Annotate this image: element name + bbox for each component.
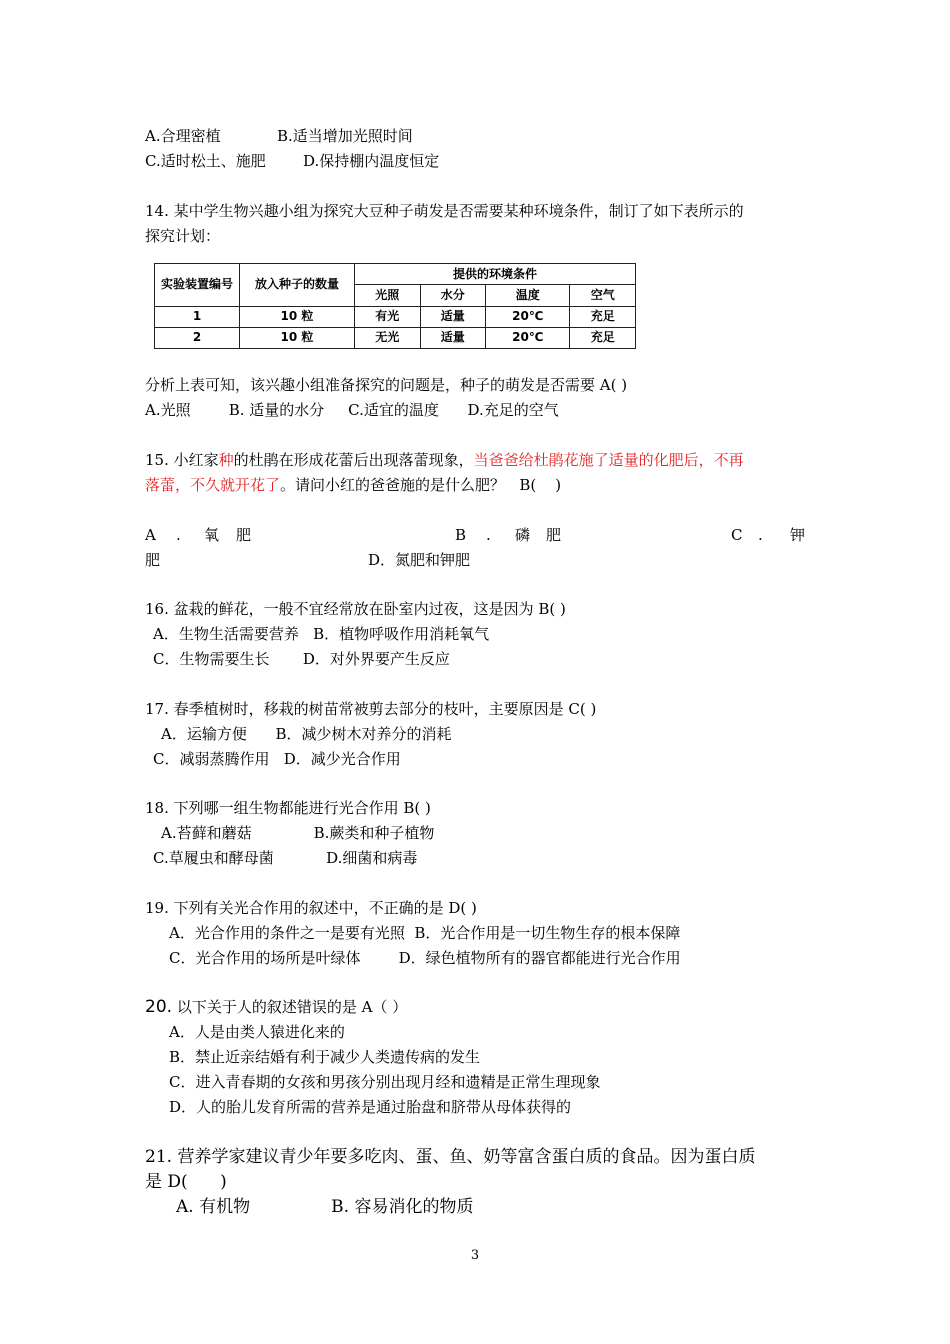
table-header-water: 水分 <box>420 285 486 306</box>
q15-stem-line-2 <box>145 475 561 495</box>
q15-option-b-dot: . <box>486 526 491 544</box>
q15-option-d: D．氮肥和钾肥 <box>368 551 471 569</box>
page-number: 3 <box>470 1248 480 1263</box>
q20-number: 20. <box>145 997 173 1017</box>
q19-options-line-1: A．光合作用的条件之一是要有光照 B．光合作用是一切生物生存的根本保障 <box>169 924 681 942</box>
table-cell-count: 10 粒 <box>240 306 355 327</box>
table-header-id: 实验装置编号 <box>155 264 240 307</box>
q20-option-c: C．进入青春期的女孩和男孩分别出现月经和遗精是正常生理现象 <box>169 1073 601 1091</box>
table-header-air: 空气 <box>570 285 636 306</box>
q15-option-a-dot: . <box>176 526 181 544</box>
table-cell-light: 无光 <box>355 327 421 348</box>
q20-stem: 以下关于人的叙述错误的是 A（ ） <box>176 998 408 1016</box>
q17-options-line-1: A．运输方便 B．减少树木对养分的消耗 <box>161 725 452 743</box>
q20-option-d: D．人的胎儿发育所需的营养是通过胎盘和脐带从母体获得的 <box>169 1098 572 1116</box>
q18-options-line-2: C.草履虫和酵母菌 D.细菌和病毒 <box>153 849 418 867</box>
table-cell-air: 充足 <box>570 327 636 348</box>
q14-stem-line-1: 14. 某中学生物兴趣小组为探究大豆种子萌发是否需要某种环境条件，制订了如下表所示的 <box>145 202 744 220</box>
table-header-temp: 温度 <box>486 285 570 306</box>
table-header-env: 提供的环境条件 <box>355 264 636 285</box>
table-row <box>155 306 636 327</box>
q15-part-2: 种 <box>218 451 234 469</box>
table-header-light: 光照 <box>355 285 421 306</box>
q17-stem: 17. 春季植树时，移栽的树苗常被剪去部分的枝叶，主要原因是 C( ) <box>145 700 597 718</box>
q15-part-1: 15. 小红家 <box>145 451 219 469</box>
q15-option-b-char-2: 肥 <box>546 526 562 544</box>
q13-option-c: C.适时松土、施肥 <box>145 152 266 170</box>
q14-stem-line-2: 探究计划： <box>145 227 221 245</box>
table-cell-count: 10 粒 <box>240 327 355 348</box>
q20-option-b: B．禁止近亲结婚有利于减少人类遗传病的发生 <box>169 1048 481 1066</box>
q15-part-3: 的杜鹃在形成花蕾后出现落蕾现象， <box>233 451 474 469</box>
q15-stem-line-1 <box>145 450 744 470</box>
q21-stem-line-1: 21. 营养学家建议青少年要多吃肉、蛋、鱼、奶等富含蛋白质的食品。因为蛋白质 <box>145 1147 756 1167</box>
q13-option-a: A.合理密植 <box>145 127 221 145</box>
q14-options: A.光照 B. 适量的水分 C.适宜的温度 D.充足的空气 <box>145 401 559 419</box>
q15-part-4: 当爸爸给杜鹃花施了适量的化肥后，不再 <box>473 451 744 469</box>
table-cell-light: 有光 <box>355 306 421 327</box>
experiment-table <box>154 263 636 349</box>
table-cell-temp: 20℃ <box>486 327 570 348</box>
q13-option-b: B.适当增加光照时间 <box>277 127 413 145</box>
table-cell-id: 2 <box>155 327 240 348</box>
q13-option-d: D.保持棚内温度恒定 <box>303 152 440 170</box>
table-cell-water: 适量 <box>420 306 486 327</box>
q15-option-c-char-2: 肥 <box>145 551 161 569</box>
q16-options-line-2: C．生物需要生长 D．对外界要产生反应 <box>153 650 450 668</box>
q21-options-line-1: A. 有机物 B. 容易消化的物质 <box>176 1197 474 1217</box>
q18-stem: 18. 下列哪一组生物都能进行光合作用 B( ) <box>145 799 431 817</box>
q20-stem-line <box>145 997 407 1017</box>
table-header-count: 放入种子的数量 <box>240 264 355 307</box>
q19-options-line-2: C．光合作用的场所是叶绿体 D．绿色植物所有的器官都能进行光合作用 <box>169 949 681 967</box>
table-cell-water: 适量 <box>420 327 486 348</box>
q19-stem: 19. 下列有关光合作用的叙述中，不正确的是 D( ) <box>145 899 477 917</box>
q15-option-b-letter: B <box>455 526 467 544</box>
q21-stem-line-2: 是 D( ) <box>145 1172 227 1192</box>
q15-part-6: 。请问小红的爸爸施的是什么肥？ B( ) <box>280 476 562 494</box>
q15-option-c-letter: C <box>731 526 743 544</box>
q17-options-line-2: C．减弱蒸腾作用 D．减少光合作用 <box>153 750 401 768</box>
q16-stem: 16. 盆栽的鲜花，一般不宜经常放在卧室内过夜，这是因为 B( ) <box>145 600 566 618</box>
q15-option-c-char-1: 钾 <box>790 526 806 544</box>
q15-option-a-char-2: 肥 <box>236 526 252 544</box>
q16-options-line-1: A．生物生活需要营养 B．植物呼吸作用消耗氧气 <box>153 625 490 643</box>
q15-option-a-letter: A <box>145 526 156 544</box>
table-cell-temp: 20℃ <box>486 306 570 327</box>
q20-option-a: A．人是由类人猿进化来的 <box>169 1023 345 1041</box>
q18-options-line-1: A.苔藓和蘑菇 B.蕨类和种子植物 <box>161 824 435 842</box>
q15-part-5: 落蕾，不久就开花了 <box>145 476 281 494</box>
table-row <box>155 327 636 348</box>
table-cell-id: 1 <box>155 306 240 327</box>
q15-option-b-char-1: 磷 <box>515 526 531 544</box>
q15-option-c-dot: . <box>758 526 763 544</box>
q15-option-a-char-1: 氧 <box>204 526 220 544</box>
table-cell-air: 充足 <box>570 306 636 327</box>
q14-analysis: 分析上表可知，该兴趣小组准备探究的问题是，种子的萌发是否需要 A( ) <box>145 376 628 394</box>
